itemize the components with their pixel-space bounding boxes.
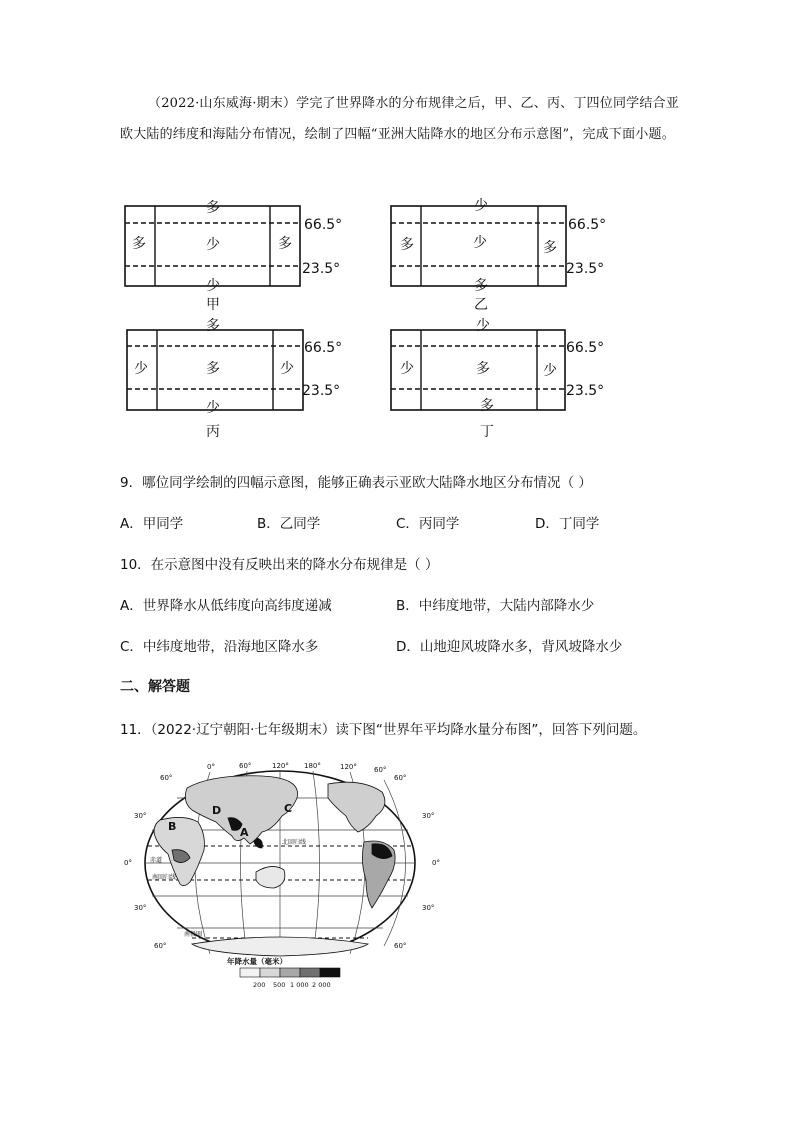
legend-value-200: 200 (253, 981, 266, 989)
legend-title: 年降水量（毫米） (227, 957, 287, 966)
antarctic-circle-label: 南极圈 (184, 931, 203, 938)
question-10: 10．在示意图中没有反映出来的降水分布规律是（ ） (120, 557, 439, 573)
legend-value-1000: 1 000 (290, 981, 309, 989)
diagram-jia-left: 多 (132, 236, 146, 252)
lat-label-right-60s: 60° (394, 942, 407, 950)
q10-option-d[interactable]: D．山地迎风坡降水多，背风坡降水少 (396, 639, 623, 655)
diagram-ding (386, 318, 626, 452)
diagram-bing-left: 少 (134, 361, 148, 377)
diagram-ding-right: 少 (543, 363, 557, 379)
point-d-label: D (212, 804, 222, 817)
legend-swatch-4 (320, 968, 340, 977)
equator-label: 赤道 (150, 857, 163, 864)
diagram-bing-bottom: 少 (206, 400, 220, 416)
lat-label-30n: 30° (134, 812, 147, 820)
diagram-bing-top: 多 (206, 318, 220, 334)
diagram-jia-right: 多 (278, 236, 292, 252)
lat-label-right-0: 0° (432, 859, 440, 867)
lon-label-60: 60° (239, 762, 252, 770)
legend-value-500: 500 (273, 981, 286, 989)
diagram-bing-center: 多 (206, 361, 220, 377)
legend-swatch-3 (300, 968, 320, 977)
diagram-yi-right: 多 (543, 240, 557, 256)
q9-option-b[interactable]: B．乙同学 (257, 516, 321, 532)
lat-label-right-60n: 60° (394, 774, 407, 782)
tropic-of-cancer-label: 北回归线 (282, 839, 307, 846)
lat-label-30s: 30° (134, 904, 147, 912)
lat-label-60s: 60° (154, 942, 167, 950)
lat-66-label: 66.5° (568, 217, 607, 233)
lon-label-180: 180° (304, 762, 321, 770)
intro-paragraph (120, 88, 680, 150)
diagram-yi-bottom: 多 (474, 278, 488, 294)
diagram-yi (386, 196, 626, 330)
point-c-label: C (284, 802, 293, 815)
diagram-yi-left: 多 (400, 237, 414, 253)
diagram-yi-center: 少 (473, 235, 487, 251)
lat-label-60n: 60° (160, 774, 173, 782)
lat-23-label: 23.5° (302, 383, 341, 399)
diagram-ding-center: 多 (476, 361, 490, 377)
legend-swatch-1 (260, 968, 280, 977)
lat-66-label: 66.5° (304, 340, 343, 356)
diagram-ding-left: 少 (400, 361, 414, 377)
q10-option-a[interactable]: A．世界降水从低纬度向高纬度递减 (120, 598, 332, 614)
diagram-bing (122, 318, 362, 452)
diagram-ding-name: 丁 (480, 424, 494, 440)
q9-option-c[interactable]: C．丙同学 (396, 516, 460, 532)
q10-option-b[interactable]: B．中纬度地带，大陆内部降水少 (396, 598, 595, 614)
diagram-jia-name: 甲 (206, 297, 220, 313)
question-11: 11．（2022·辽宁朝阳·七年级期末）读下图“世界年平均降水量分布图”，回答下列问题。 (120, 722, 647, 738)
diagram-yi-name: 乙 (474, 297, 488, 313)
lon-label-120: 120° (272, 762, 289, 770)
q9-option-a[interactable]: A．甲同学 (120, 516, 184, 532)
diagram-ding-bottom: 多 (480, 398, 494, 414)
intro-text: （2022·山东威海·期末）学完了世界降水的分布规律之后，甲、乙、丙、丁四位同学结合亚欧大陆的纬度和海陆分布情况，绘制了四幅“亚洲大陆降水的地区分布示意图”，完成下面小题。 (120, 96, 679, 142)
q10-option-c[interactable]: C．中纬度地带，沿海地区降水多 (120, 639, 319, 655)
diagram-jia-top: 多 (206, 200, 220, 216)
diagram-bing-right: 少 (280, 361, 294, 377)
lat-23-label: 23.5° (566, 261, 605, 277)
lat-66-label: 66.5° (566, 340, 605, 356)
lat-23-label: 23.5° (302, 261, 341, 277)
lat-23-label: 23.5° (566, 383, 605, 399)
section-title: 二、解答题 (120, 679, 190, 695)
diagram-jia-center: 少 (206, 237, 220, 253)
lat-label-right-30s: 30° (422, 904, 435, 912)
legend-swatch-2 (280, 968, 300, 977)
point-a-label: A (240, 826, 249, 839)
question-9: 9．哪位同学绘制的四幅示意图，能够正确表示亚欧大陆降水地区分布情况（ ） (120, 475, 592, 491)
legend-value-2000: 2 000 (312, 981, 331, 989)
diagram-jia (120, 196, 360, 330)
diagram-ding-top: 少 (476, 318, 490, 334)
map-legend (227, 956, 340, 989)
q9-option-d[interactable]: D．丁同学 (535, 516, 600, 532)
world-precipitation-map (124, 758, 452, 998)
legend-swatch-0 (240, 968, 260, 977)
lon-label-120w: 120° (340, 763, 357, 771)
lat-label-0: 0° (124, 859, 132, 867)
diagram-jia-bottom: 少 (206, 278, 220, 294)
lat-label-right-30n: 30° (422, 812, 435, 820)
lon-label-0: 0° (207, 763, 215, 771)
point-b-label: B (168, 820, 177, 833)
lat-66-label: 66.5° (304, 217, 343, 233)
tropic-of-capricorn-label: 南回归线 (152, 874, 177, 881)
lon-label-60w: 60° (374, 766, 387, 774)
diagram-bing-name: 丙 (206, 424, 220, 440)
diagram-yi-top: 少 (474, 198, 488, 214)
